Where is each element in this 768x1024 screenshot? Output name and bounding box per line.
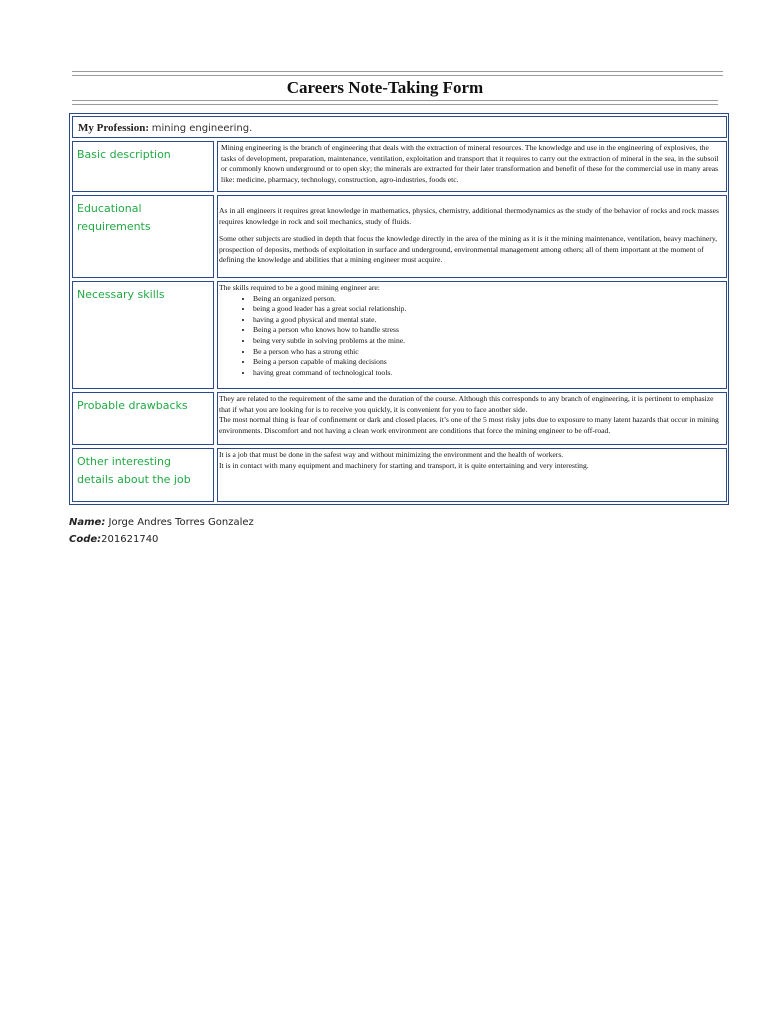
list-item: • Be a person who has a strong ethic: [253, 347, 725, 358]
education-label-cell: [72, 195, 214, 278]
top-rule-2: [72, 75, 723, 76]
code-label: Code:: [69, 534, 102, 545]
other-details-label: Other interesting details about the job: [77, 455, 191, 486]
basic-description-text: Mining engineering is the branch of engineering that deals with the extraction of mineral resources. The knowledge and use in the engineering of explosives, the tasks of development, preparation, maintenance, ventilation, exploitation and transport that it requires to carry out the extraction of mineral in the sea, in the subsoil or commonly known underground or to open sky; the minerals are extracted for their later transformation and benefit of these for the commercial use in many areas like: medicine, pharmacy, technology, construction, agro-industries, foods etc.: [221, 143, 719, 184]
profession-row: [72, 116, 727, 138]
bottom-rule-1: [72, 100, 718, 101]
name-value: Jorge Andres Torres Gonzalez: [105, 517, 254, 528]
list-item: • Being a person who knows how to handle stress: [253, 325, 725, 336]
list-item: • having great command of technological tools.: [253, 368, 725, 379]
education-cell: [217, 195, 727, 278]
education-label: Educational requirements: [77, 202, 151, 233]
basic-description-label-cell: [72, 141, 214, 192]
drawbacks-text-1: They are related to the requirement of the same and the duration of the course. Although this corresponds to any branch of engineering, it is pertinent to emphasize that if what you are looking for is to receive you quickly, it is convenient for you to face another side.: [219, 394, 714, 414]
basic-description-cell: [217, 141, 727, 192]
code-value: 201621740: [101, 534, 159, 545]
list-item: • having a good physical and mental state.: [253, 315, 725, 326]
skills-label: Necessary skills: [77, 288, 165, 301]
skills-intro: The skills required to be a good mining engineer are:: [219, 283, 380, 292]
basic-description-label: Basic description: [77, 148, 171, 161]
name-label: Name:: [69, 517, 106, 528]
skills-label-cell: [72, 281, 214, 389]
list-item: • being a good leader has a great social relationship.: [253, 304, 725, 315]
name-line: [69, 517, 254, 528]
profession-label: My Profession:: [78, 122, 149, 134]
education-text-1: As in all engineers it requires great knowledge in mathematics, physics, chemistry, additional thermodynamics as the study of the behavior of rocks and rock masses requires knowledge in rock and soil mechanics, study of fluids.: [219, 206, 719, 226]
list-item: • being very subtle in solving problems at the mine.: [253, 336, 725, 347]
other-details-label-cell: [72, 448, 214, 502]
skills-cell: [217, 281, 727, 389]
skills-list: [219, 294, 725, 379]
drawbacks-label-cell: [72, 392, 214, 445]
profession-value: mining engineering.: [151, 123, 253, 134]
other-details-text-2: It is in contact with many equipment and machinery for starting and transport, it is quite entertaining and very interesting.: [219, 460, 589, 470]
list-item: • Being a person capable of making decisions: [253, 357, 725, 368]
drawbacks-cell: [217, 392, 727, 445]
drawbacks-text-2: The most normal thing is fear of confinement or dark and closed places. it’s one of the 5 most risky jobs due to exposure to many latent hazards that occur in mining environments. Discomfort and not having a clean work environment are conditions that force the mining engineer to be off-road.: [219, 415, 719, 435]
other-details-cell: [217, 448, 727, 502]
top-rule-1: [72, 71, 723, 72]
list-item: • Being an organized person.: [253, 294, 725, 305]
bottom-rule-2: [72, 104, 718, 105]
page-title: Careers Note-Taking Form: [286, 78, 484, 97]
other-details-text-1: It is a job that must be done in the safest way and without minimizing the environment and the health of workers.: [219, 450, 564, 459]
drawbacks-label: Probable drawbacks: [77, 399, 188, 412]
education-text-2: Some other subjects are studied in depth that focus the knowledge directly in the area of the mining as it is it the mining maintenance, ventilation, heavy machinery, prospection of deposits, methods of exploitation in surface and underground, environmental management among others; all of them important at the moment of defining the knowledge and abilities that a mining engineer must acquire.: [219, 234, 718, 265]
code-line: [69, 534, 158, 545]
